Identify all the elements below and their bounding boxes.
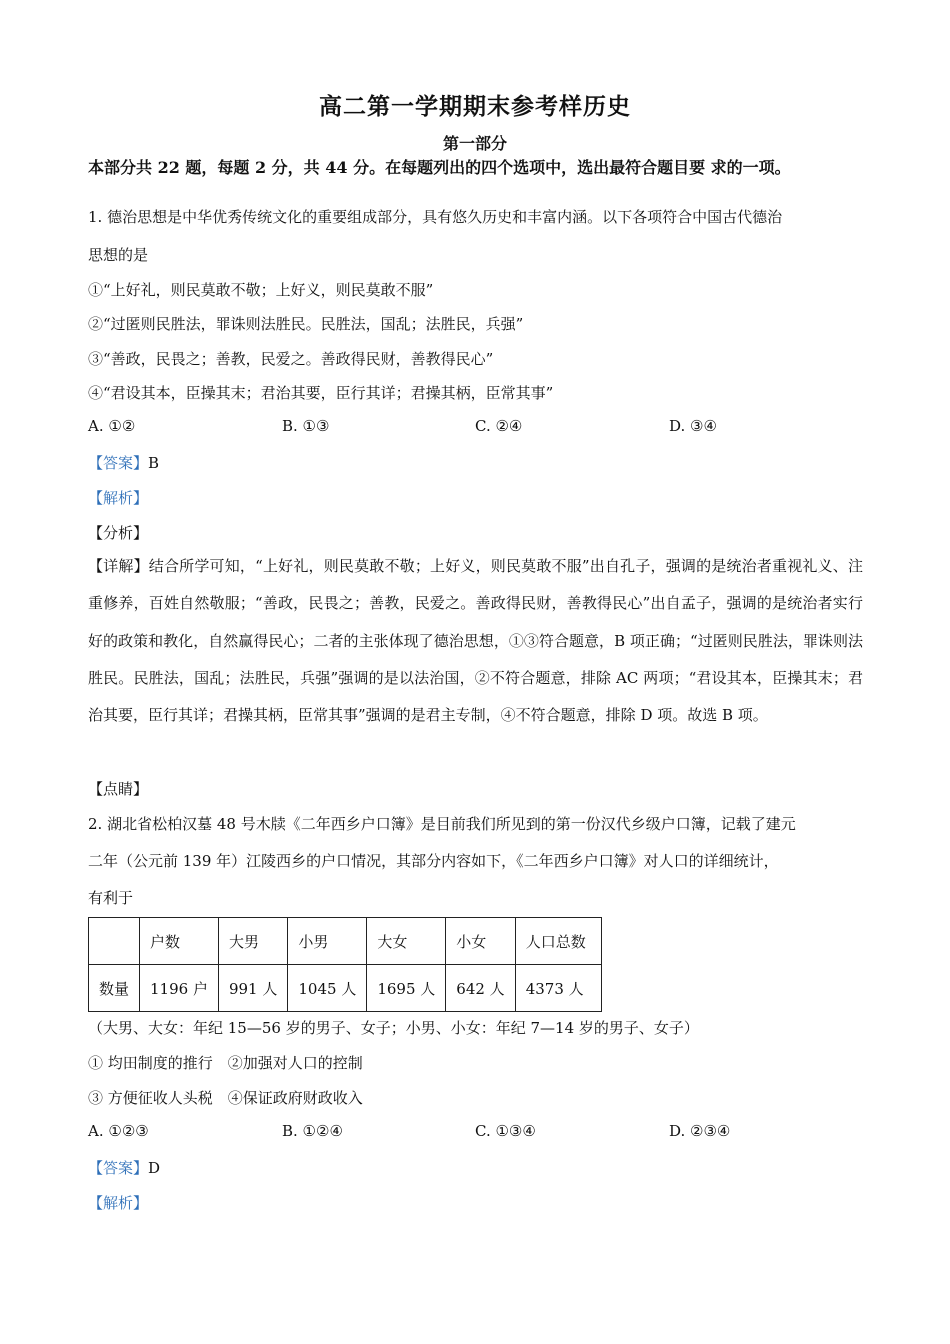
table-header-cell: 小女 (446, 918, 515, 965)
q1-item-4: ④“君设其本，臣操其末；君治其要，臣行其详；君操其柄，臣常其事” (88, 384, 554, 402)
q2-items-line1: ① 均田制度的推行 ②加强对人口的控制 (88, 1054, 363, 1072)
q2-stem-line1: 2. 湖北省松柏汉墓 48 号木牍《二年西乡户口簿》是目前我们所见到的第一份汉代乡级户口簿，记载了建元 (88, 815, 796, 833)
table-header-row (89, 918, 602, 965)
q1-option-c: C. ②④ (475, 417, 523, 435)
table-cell: 642 人 (446, 965, 515, 1012)
q2-answer-value: D (148, 1159, 161, 1177)
q1-analysis-label: 【解析】 (88, 489, 149, 507)
table-cell: 4373 人 (515, 965, 601, 1012)
q1-item-1: ①“上好礼，则民莫敢不敬；上好义，则民莫敢不服” (88, 281, 434, 299)
q1-item-3: ③“善政，民畏之；善教，民爱之。善政得民财，善教得民心” (88, 350, 494, 368)
q2-analysis-label: 【解析】 (88, 1194, 149, 1212)
q1-answer-label: 【答案】 (88, 454, 149, 472)
table-header-cell: 户数 (140, 918, 219, 965)
q2-option-a: A. ①②③ (88, 1122, 149, 1140)
table-row (89, 965, 602, 1012)
q1-answer (88, 452, 159, 473)
q1-detail-text: 结合所学可知，“上好礼，则民莫敢不敬；上好义，则民莫敢不服”出自孔子，强调的是统治者重视礼义、注重修养，百姓自然敬服；“善政，民畏之；善教，民爱之。善政得民财，善教得民心”出自孟子，强调的是统治者实行好的政策和教化，自然赢得民心；二者的主张体现了德治思想，①③符合题意，B 项正确；“过匿则民胜法，罪诛则法胜民。民胜法，国乱；法胜民，兵强”强调的是以法治国，②不符合题意，排除 AC 两项；“君设其本，臣操其末；君治其要，臣行其详；君操其柄，臣常其事”强调的是君主专制，④不符合题意，排除 D 项。故选 B 项。 (88, 557, 863, 725)
section-heading: 第一部分 (442, 134, 507, 153)
q2-table-note: （大男、大女：年纪 15—56 岁的男子、女子；小男、小女：年纪 7—14 岁的男子、女子） (88, 1019, 699, 1037)
table-header-cell: 大女 (367, 918, 446, 965)
q1-item-2: ②“过匿则民胜法，罪诛则法胜民。民胜法，国乱；法胜民，兵强” (88, 315, 524, 333)
q2-answer-label: 【答案】 (88, 1159, 149, 1177)
q1-detail-label: 【详解】 (88, 557, 149, 575)
q2-items-line2: ③ 方便征收人头税 ④保证政府财政收入 (88, 1089, 363, 1107)
table-cell: 1045 人 (288, 965, 367, 1012)
table-header-cell (89, 918, 140, 965)
q1-detail (88, 548, 863, 734)
table-cell: 991 人 (218, 965, 287, 1012)
page-title: 高二第一学期期末参考样历史 (319, 93, 631, 120)
q2-stem-line3: 有利于 (88, 889, 134, 907)
q2-option-c: C. ①③④ (475, 1122, 536, 1140)
table-cell: 1695 人 (367, 965, 446, 1012)
q1-option-a: A. ①② (88, 417, 136, 435)
q2-option-b: B. ①②④ (282, 1122, 343, 1140)
q2-stem-line2: 二年（公元前 139 年）江陵西乡的户口情况，其部分内容如下，《二年西乡户口簿》对人口的详细统计， (88, 852, 779, 870)
table-header-cell: 人口总数 (515, 918, 601, 965)
q1-option-b: B. ①③ (282, 417, 330, 435)
q1-fenxi-label: 【分析】 (88, 524, 149, 542)
q2-answer (88, 1157, 160, 1178)
table-header-cell: 大男 (218, 918, 287, 965)
q1-stem-line2: 思想的是 (88, 246, 149, 264)
q1-option-d: D. ③④ (669, 417, 717, 435)
table-row-label: 数量 (89, 965, 140, 1012)
q1-stem-line1: 1. 德治思想是中华优秀传统文化的重要组成部分，具有悠久历史和丰富内涵。以下各项符合中国古代德治 (88, 208, 783, 226)
section-instructions: 本部分共 22 题，每题 2 分，共 44 分。在每题列出的四个选项中，选出最符合题目要 求的一项。 (88, 158, 791, 177)
table-header-cell: 小男 (288, 918, 367, 965)
q1-answer-value: B (148, 454, 160, 472)
q1-dianjing-label: 【点睛】 (88, 780, 149, 798)
table-cell: 1196 户 (140, 965, 219, 1012)
q2-option-d: D. ②③④ (669, 1122, 731, 1140)
population-table (88, 917, 602, 1012)
